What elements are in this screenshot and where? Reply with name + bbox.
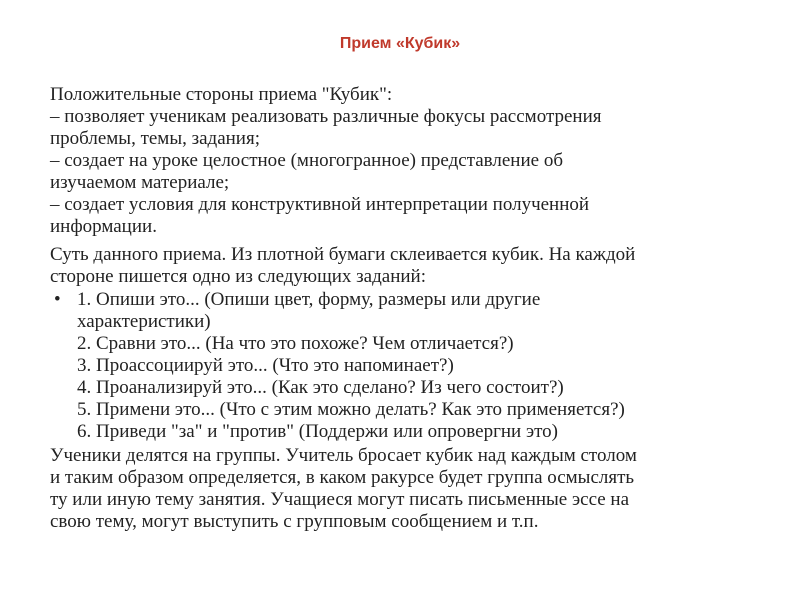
conclusion-line: свою тему, могут выступить с групповым сообщением и т.п.: [50, 511, 539, 532]
advantage-line: проблемы, темы, задания;: [50, 128, 260, 149]
conclusion-line: ту или иную тему занятия. Учащиеся могут писать письменные эссе на: [50, 489, 630, 510]
advantage-line: изучаемом материале;: [50, 172, 230, 193]
conclusion-line: и таким образом определяется, в каком ракурсе будет группа осмыслять: [50, 467, 635, 488]
task-list: [50, 289, 760, 443]
task-line: 1. Опиши это... (Опиши цвет, форму, размеры или другие: [77, 289, 541, 310]
advantage-line: – позволяет ученикам реализовать различные фокусы рассмотрения: [50, 106, 602, 127]
advantages-heading: Положительные стороны приема "Кубик":: [50, 84, 393, 105]
essence-line: Суть данного приема. Из плотной бумаги склеивается кубик. На каждой: [50, 244, 636, 265]
bullet-icon: •: [54, 289, 61, 310]
task-line: 4. Проанализируй это... (Как это сделано? Из чего состоит?): [77, 377, 564, 398]
list-item: [50, 289, 760, 443]
advantage-line: – создает на уроке целостное (многогранное) представление об: [50, 150, 563, 171]
task-line: 3. Проассоциируй это... (Что это напоминает?): [77, 355, 454, 376]
advantage-line: информации.: [50, 216, 157, 237]
essence-paragraph: [50, 244, 760, 288]
essence-line: стороне пишется одно из следующих заданий:: [50, 266, 426, 287]
slide-content: [50, 84, 760, 533]
conclusion-paragraph: [50, 445, 760, 533]
slide-title: Прием «Кубик»: [339, 35, 461, 52]
task-line: 2. Сравни это... (На что это похоже? Чем отличается?): [77, 333, 514, 354]
task-line: 5. Примени это... (Что с этим можно делать? Как это применяется?): [77, 399, 625, 420]
advantages-block: [50, 84, 760, 238]
task-line: характеристики): [77, 311, 211, 332]
advantage-line: – создает условия для конструктивной интерпретации полученной: [50, 194, 590, 215]
task-line: 6. Приведи "за" и "против" (Поддержи или опровергни это): [77, 421, 559, 442]
conclusion-line: Ученики делятся на группы. Учитель бросает кубик над каждым столом: [50, 445, 637, 466]
